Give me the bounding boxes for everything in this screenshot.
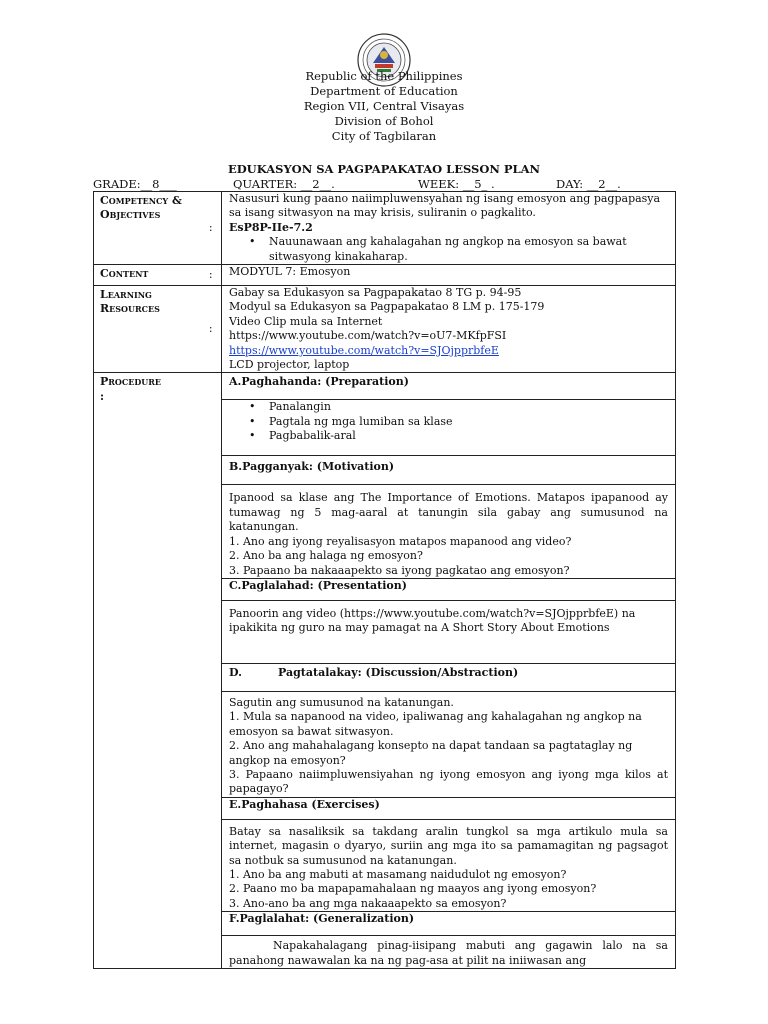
section-d-number: D.	[229, 665, 242, 679]
section-e-heading: E.Paghahasa (Exercises)	[222, 797, 676, 819]
motivation-question-3: 3. Papaano ba nakaaapekto sa iyong pagkatao ang emosyon?	[229, 563, 570, 577]
grade-field: GRADE:__8___	[93, 177, 177, 191]
section-b-body	[222, 485, 676, 578]
resource-link[interactable]: https://www.youtube.com/watch?v=SJOjpprbfeE	[229, 343, 499, 357]
procedure-label: Procedure	[100, 375, 162, 389]
preparation-item-prayer: • Panalangin	[249, 400, 668, 414]
section-f-body: Napakahalagang pinag-iisipang mabuti ang gagawin lalo na sa panahong nawawalan ka na ng pag-asa at pilit na iniiwasan ang	[222, 936, 676, 969]
resources-colon: :	[201, 286, 222, 373]
section-d-title: Pagtatalakay: (Discussion/Abstraction)	[277, 665, 519, 679]
lesson-plan-table	[93, 191, 676, 969]
exercises-question-1: 1. Ano ba ang mabuti at masamang naidudulot ng emosyon?	[229, 867, 567, 881]
exercises-text: Batay sa nasaliksik sa takdang aralin tungkol sa mga artikulo mula sa internet, magasin o dyaryo, suriin ang mga ito sa pamamagitan ng pagsagot sa notbuk sa sumusunod na katanungan.	[229, 824, 668, 867]
header-line-division: Division of Bohol	[334, 114, 434, 128]
section-d-heading	[222, 663, 676, 691]
row-content	[94, 265, 676, 286]
preparation-list	[229, 400, 668, 443]
row-resources	[94, 286, 676, 373]
discussion-question-1: 1. Mula sa napanood na video, ipaliwanag ang kahalagahan ng angkop na emosyon sa bawat sitwasyon.	[229, 710, 642, 738]
procedure-colon: :	[100, 389, 105, 403]
procedure-label-cell	[94, 373, 222, 969]
exercises-question-2: 2. Paano mo ba mapapamahalaan ng maayos ang iyong emosyon?	[229, 882, 597, 896]
day-field: DAY: __2__.	[556, 177, 621, 191]
header-line-republic: Republic of the Philippines	[305, 69, 463, 83]
row-procedure-a-head	[94, 373, 676, 400]
resource-tg: Gabay sa Edukasyon sa Pagpapakatao 8 TG p. 94-95	[229, 286, 522, 300]
competency-bullet: • Nauunawaan ang kahalagahan ng angkop na emosyon sa bawat sitwasyong kinakaharap.	[249, 235, 668, 264]
motivation-question-1: 1. Ano ang iyong reyalisasyon matapos mapanood ang video?	[229, 534, 572, 548]
row-competency	[94, 192, 676, 265]
header-line-department: Department of Education	[310, 84, 458, 98]
competency-bullets	[229, 235, 668, 264]
section-c-heading: C.Paglalahad: (Presentation)	[222, 578, 676, 600]
section-b-heading: B.Pagganyak: (Motivation)	[222, 456, 676, 485]
content-text: MODYUL 7: Emosyon	[222, 265, 676, 286]
letterhead	[0, 69, 768, 144]
competency-label: Competency & Objectives	[94, 192, 201, 265]
motivation-question-2: 2. Ano ba ang halaga ng emosyon?	[229, 549, 423, 563]
discussion-question-2: 2. Ano ang mahahalagang konsepto na dapat tandaan sa pagtataglay ng angkop na emosyon?	[229, 739, 633, 767]
preparation-item-attendance: • Pagtala ng mga lumiban sa klase	[249, 415, 668, 429]
resource-lm: Modyul sa Edukasyon sa Pagpapakatao 8 LM p. 175-179	[229, 300, 545, 314]
discussion-question-3: 3. Papaano naiimpluwensiyahan ng iyong emosyon ang iyong mga kilos at papagayo?	[229, 767, 668, 796]
competency-content	[222, 192, 676, 265]
discussion-intro: Sagutin ang sumusunod na katanungan.	[229, 695, 454, 709]
competency-code: EsP8P-IIe-7.2	[229, 220, 313, 234]
section-a-body	[222, 400, 676, 456]
resource-url-1: https://www.youtube.com/watch?v=oU7-MKfpFSI	[229, 329, 507, 343]
lesson-plan-title: EDUKASYON SA PAGPAPAKATAO LESSON PLAN	[227, 162, 541, 176]
competency-text: Nasusuri kung paano naiimpluwensyahan ng isang emosyon ang pagpapasya sa isang sitwasyon na may krisis, suliranin o pagkalito.	[229, 192, 661, 220]
motivation-text: Ipanood sa klase ang The Importance of Emotions. Matapos ipapanood ay tumawag ng 5 mag-aaral at tanungin sila gabay ang sumusunod na katanungan.	[229, 491, 668, 534]
week-field: WEEK: __5_ .	[418, 177, 495, 191]
resources-label: Learning Resources	[94, 286, 201, 373]
exercises-question-3: 3. Ano-ano ba ang mga nakaaapekto sa emosyon?	[229, 896, 507, 910]
section-f-heading: F.Paglalahat: (Generalization)	[222, 912, 676, 936]
header-line-region: Region VII, Central Visayas	[303, 99, 465, 113]
competency-colon: :	[201, 192, 222, 265]
resources-content	[222, 286, 676, 373]
resource-video: Video Clip mula sa Internet	[229, 314, 383, 328]
section-c-body: Panoorin ang video (https://www.youtube.com/watch?v=SJOjpprbfeE) na ipakikita ng guro na may pamagat na A Short Story About Emotions	[222, 600, 676, 663]
section-a-heading: A.Paghahanda: (Preparation)	[222, 373, 676, 400]
header-line-city: City of Tagbilaran	[331, 129, 437, 143]
section-e-body	[222, 819, 676, 911]
preparation-item-review: • Pagbabalik-aral	[249, 429, 668, 443]
section-d-body	[222, 691, 676, 797]
content-label: Content	[94, 265, 201, 286]
resource-equipment: LCD projector, laptop	[229, 358, 350, 372]
quarter-field: QUARTER: __2__.	[233, 177, 335, 191]
content-colon: :	[201, 265, 222, 286]
